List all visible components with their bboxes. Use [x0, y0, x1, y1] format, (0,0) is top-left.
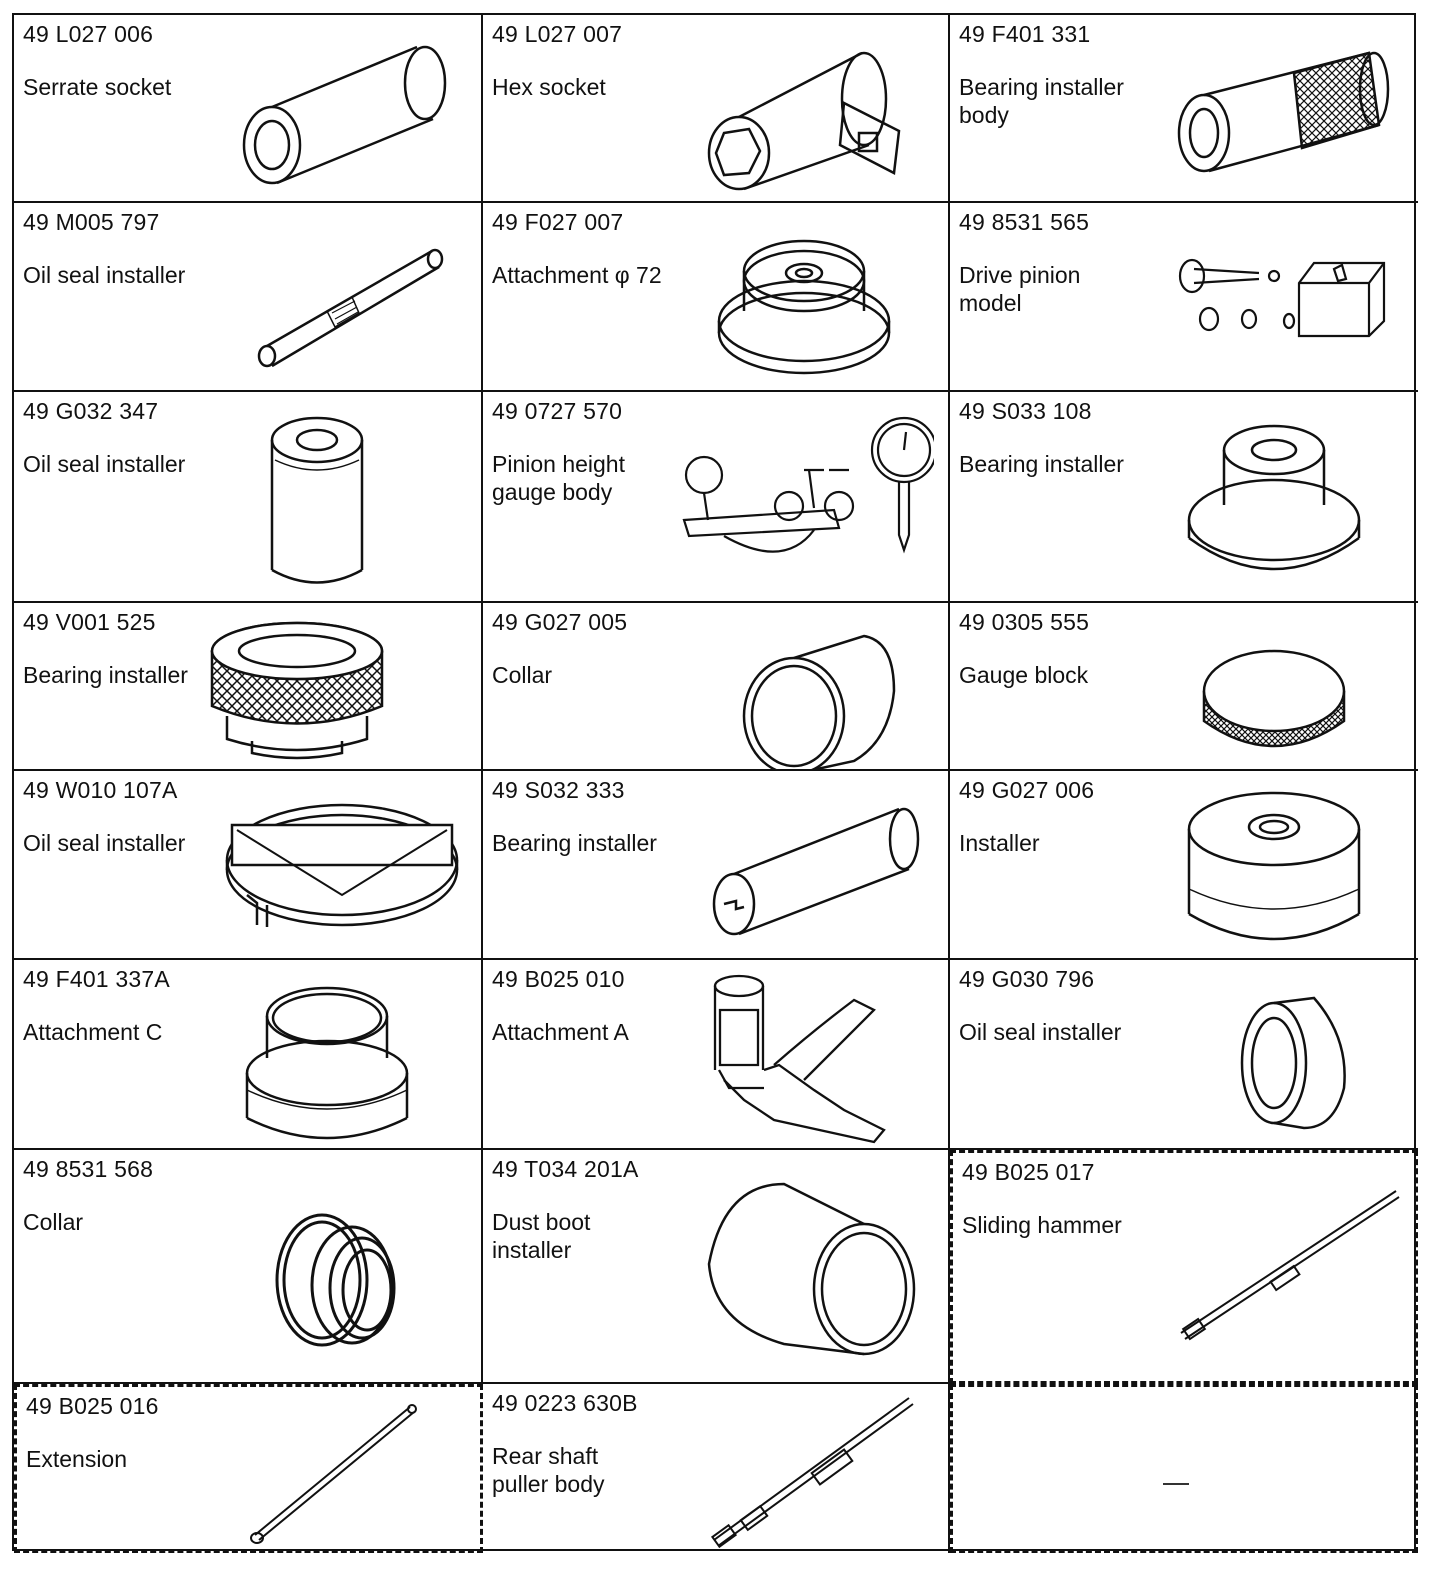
tool-name: Attachment A	[492, 1019, 629, 1045]
attachment-c-icon	[227, 978, 467, 1148]
tool-name: Extension	[26, 1446, 128, 1472]
oil-seal-installer-ring-icon	[1164, 978, 1404, 1148]
part-number: 49 G027 006	[959, 777, 1095, 803]
tool-cell	[950, 603, 1418, 771]
tool-cell	[14, 1150, 483, 1384]
tool-cell	[950, 960, 1418, 1150]
bearing-installer-body-icon	[1164, 33, 1404, 193]
attachment-72-icon	[694, 221, 934, 381]
tool-cell	[950, 1150, 1418, 1384]
rear-shaft-puller-icon	[704, 1390, 934, 1550]
tool-cell	[14, 15, 483, 203]
part-number: 49 B025 017	[962, 1159, 1095, 1185]
oil-seal-installer-plate-icon	[217, 785, 467, 945]
empty-cell	[950, 1384, 1418, 1553]
tool-cell	[483, 1150, 950, 1384]
part-number: 49 0727 570	[492, 398, 623, 424]
tool-name: Collar	[492, 662, 553, 688]
tool-name: Attachment φ 72	[492, 262, 662, 288]
part-number: 49 F027 007	[492, 209, 624, 235]
hex-socket-icon	[694, 33, 934, 193]
extension-rod-icon	[240, 1397, 440, 1547]
tool-cell	[14, 392, 483, 603]
tool-cell	[950, 15, 1418, 203]
tool-cell	[483, 392, 950, 603]
oil-seal-installer-cylinder-icon	[227, 410, 467, 590]
part-number: 49 S032 333	[492, 777, 625, 803]
tool-name: Oil seal installer	[23, 262, 186, 288]
dash-mark	[1163, 1483, 1189, 1485]
tool-name: Dust boot installer	[492, 1209, 591, 1263]
tool-name: Oil seal installer	[23, 830, 186, 856]
tool-name: Bearing installer	[23, 662, 188, 688]
tool-name: Bearing installer	[959, 451, 1124, 477]
bearing-installer-tube-icon	[694, 789, 934, 949]
tool-cell	[483, 203, 950, 392]
attachment-a-icon	[694, 970, 934, 1150]
tool-cell	[950, 203, 1418, 392]
tool-cell	[14, 603, 483, 771]
tool-cell	[483, 603, 950, 771]
tool-cell	[14, 1384, 483, 1553]
part-number: 49 T034 201A	[492, 1156, 639, 1182]
tool-name: Oil seal installer	[23, 451, 186, 477]
installer-icon	[1164, 789, 1404, 959]
tool-cell	[14, 771, 483, 960]
part-number: 49 L027 006	[23, 21, 154, 47]
part-number: 49 F401 331	[959, 21, 1091, 47]
tool-name: Rear shaft puller body	[492, 1443, 605, 1497]
tool-name: Hex socket	[492, 74, 606, 100]
special-tools-table	[12, 13, 1416, 1551]
tool-name: Serrate socket	[23, 74, 172, 100]
dust-boot-installer-icon	[684, 1164, 934, 1364]
tool-name: Sliding hammer	[962, 1212, 1122, 1238]
tool-cell	[483, 1384, 950, 1553]
tool-name: Oil seal installer	[959, 1019, 1122, 1045]
tool-cell	[14, 203, 483, 392]
drive-pinion-model-icon	[1164, 221, 1404, 381]
tool-name: Installer	[959, 830, 1040, 856]
part-number: 49 F401 337A	[23, 966, 170, 992]
tool-cell	[14, 960, 483, 1150]
part-number: 49 0305 555	[959, 609, 1090, 635]
part-number: 49 B025 010	[492, 966, 625, 992]
part-number: 49 8531 565	[959, 209, 1090, 235]
collar-ring-icon	[227, 1190, 467, 1360]
part-number: 49 G030 796	[959, 966, 1095, 992]
tool-name: Bearing installer body	[959, 74, 1124, 128]
tool-cell	[950, 771, 1418, 960]
tool-cell	[483, 771, 950, 960]
tool-name: Collar	[23, 1209, 84, 1235]
tool-name: Attachment C	[23, 1019, 163, 1045]
part-number: 49 G032 347	[23, 398, 159, 424]
part-number: 49 L027 007	[492, 21, 623, 47]
tool-name: Gauge block	[959, 662, 1089, 688]
oil-seal-installer-rod-icon	[227, 221, 467, 381]
tool-cell	[950, 392, 1418, 603]
part-number: 49 W010 107A	[23, 777, 178, 803]
bearing-installer-stepped-icon	[1164, 410, 1404, 590]
tool-name: Bearing installer	[492, 830, 657, 856]
gauge-block-icon	[1164, 621, 1404, 771]
sliding-hammer-icon	[1171, 1183, 1401, 1343]
part-number: 49 G027 005	[492, 609, 628, 635]
part-number: 49 8531 568	[23, 1156, 154, 1182]
tool-name: Drive pinion model	[959, 262, 1081, 316]
tool-name: Pinion height gauge body	[492, 451, 625, 505]
part-number: 49 V001 525	[23, 609, 156, 635]
serrate-socket-icon	[227, 33, 467, 193]
part-number: 49 B025 016	[26, 1393, 159, 1419]
part-number: 49 S033 108	[959, 398, 1092, 424]
bearing-installer-knurled-icon	[187, 621, 467, 771]
pinion-height-gauge-icon	[674, 410, 934, 570]
tool-cell	[483, 960, 950, 1150]
tool-cell	[483, 15, 950, 203]
part-number: 49 0223 630B	[492, 1390, 638, 1416]
collar-icon	[694, 621, 934, 771]
part-number: 49 M005 797	[23, 209, 160, 235]
